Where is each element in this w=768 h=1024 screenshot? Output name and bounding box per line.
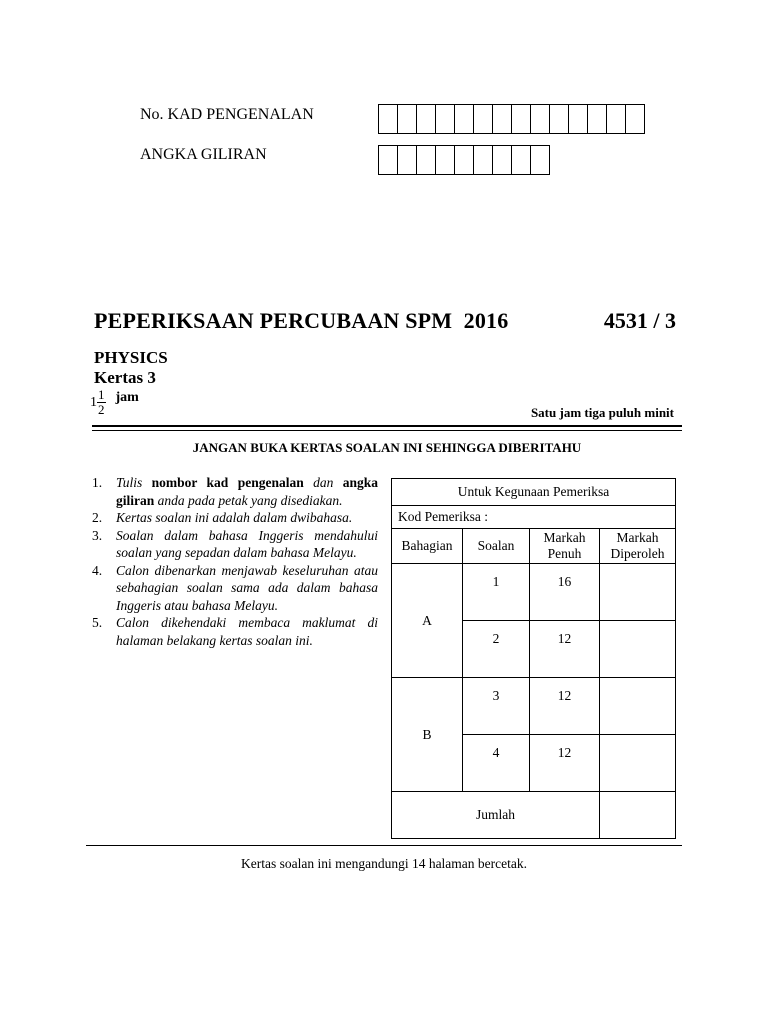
character-box[interactable] [474, 105, 493, 133]
instruction-emphasis: nombor kad pengenalan [151, 475, 304, 490]
character-box[interactable] [531, 105, 550, 133]
character-box[interactable] [569, 105, 588, 133]
character-box[interactable] [588, 105, 607, 133]
instruction-number: 4. [92, 562, 103, 578]
roll-number-boxes[interactable] [378, 145, 550, 175]
examiner-code-field[interactable]: Kod Pemeriksa : [392, 506, 676, 529]
instruction-item [92, 509, 378, 527]
id-number-boxes[interactable] [378, 104, 645, 134]
character-box[interactable] [493, 105, 512, 133]
subject-name: PHYSICS [94, 348, 168, 367]
total-marks-cell[interactable] [600, 792, 676, 839]
col-header-section: Bahagian [392, 529, 463, 564]
id-number-label: No. KAD PENGENALAN [140, 106, 314, 123]
instructions-list [92, 474, 378, 649]
instruction-text: Calon dikehendaki membaca maklumat di halaman belakang kertas soalan ini. [116, 615, 378, 648]
duration-whole: 1 [90, 394, 97, 410]
character-box[interactable] [417, 146, 436, 174]
character-box[interactable] [512, 146, 531, 174]
col-header-marks-obtained: Markah Diperoleh [600, 529, 676, 564]
duration-numerator: 1 [98, 387, 105, 402]
instruction-item [92, 527, 378, 562]
question-number: 4 [463, 735, 530, 792]
duration-fraction [97, 388, 106, 417]
marks-obtained-cell[interactable] [600, 735, 676, 792]
character-box[interactable] [531, 146, 550, 174]
instruction-text-part: anda pada petak yang disediakan. [154, 492, 343, 508]
full-marks: 16 [530, 564, 600, 621]
instruction-item [92, 474, 378, 509]
character-box[interactable] [398, 146, 417, 174]
instruction-item [92, 562, 378, 615]
instruction-text [116, 474, 378, 509]
footer-divider [86, 845, 682, 846]
total-label: Jumlah [392, 792, 600, 839]
col-header-full-marks: Markah Penuh [530, 529, 600, 564]
character-box[interactable] [474, 146, 493, 174]
character-box[interactable] [455, 105, 474, 133]
section-b-cell: B [392, 678, 463, 792]
duration-denominator: 2 [98, 402, 105, 417]
full-marks: 12 [530, 621, 600, 678]
table-row [392, 678, 676, 735]
examiner-table-title: Untuk Kegunaan Pemeriksa [392, 479, 676, 506]
warning-text: JANGAN BUKA KERTAS SOALAN INI SEHINGGA DIBERITAHU [192, 440, 582, 455]
table-row [392, 564, 676, 621]
character-box[interactable] [379, 146, 398, 174]
question-number: 1 [463, 564, 530, 621]
instruction-item [92, 614, 378, 649]
roll-number-label: ANGKA GILIRAN [140, 146, 267, 163]
character-box[interactable] [417, 105, 436, 133]
marks-obtained-cell[interactable] [600, 678, 676, 735]
character-box[interactable] [398, 105, 417, 133]
instruction-number: 5. [92, 615, 103, 630]
character-box[interactable] [550, 105, 569, 133]
full-marks: 12 [530, 678, 600, 735]
character-box[interactable] [512, 105, 531, 133]
character-box[interactable] [379, 105, 398, 133]
instruction-emphasis: angka giliran [116, 475, 379, 508]
divider-thick [92, 425, 682, 427]
instruction-number: 2. [92, 510, 103, 525]
section-a-cell: A [392, 564, 463, 678]
character-box[interactable] [626, 105, 645, 133]
question-number: 3 [463, 678, 530, 735]
instruction-text: Calon dibenarkan menjawab keseluruhan atau sebahagian soalan sama ada dalam bahasa Inggeris atau bahasa Melayu. [116, 562, 378, 613]
question-number: 2 [463, 621, 530, 678]
instruction-text: Kertas soalan ini adalah dalam dwibahasa. [116, 510, 353, 525]
instruction-text-part: dan [303, 475, 343, 490]
exam-title: PEPERIKSAAN PERCUBAAN SPM 2016 [94, 308, 509, 333]
duration-words: Satu jam tiga puluh minit [530, 405, 674, 420]
character-box[interactable] [493, 146, 512, 174]
total-row [392, 792, 676, 839]
character-box[interactable] [436, 105, 455, 133]
paper-number: Kertas 3 [94, 368, 156, 387]
marks-obtained-cell[interactable] [600, 564, 676, 621]
instruction-text: Soalan dalam bahasa Inggeris mendahului soalan yang sepadan dalam bahasa Melayu. [116, 527, 378, 560]
duration [90, 388, 139, 417]
character-box[interactable] [436, 146, 455, 174]
full-marks: 12 [530, 735, 600, 792]
instruction-number: 3. [92, 527, 103, 543]
instruction-text-part: Tulis [116, 475, 152, 490]
footer-note: Kertas soalan ini mengandungi 14 halaman bercetak. [240, 856, 528, 871]
character-box[interactable] [455, 146, 474, 174]
paper-code: 4531 / 3 [603, 308, 676, 333]
divider-thin [92, 430, 682, 431]
col-header-question: Soalan [463, 529, 530, 564]
examiner-table [391, 478, 676, 839]
character-box[interactable] [607, 105, 626, 133]
duration-unit: jam [115, 389, 139, 405]
marks-obtained-cell[interactable] [600, 621, 676, 678]
instruction-number: 1. [92, 475, 103, 490]
